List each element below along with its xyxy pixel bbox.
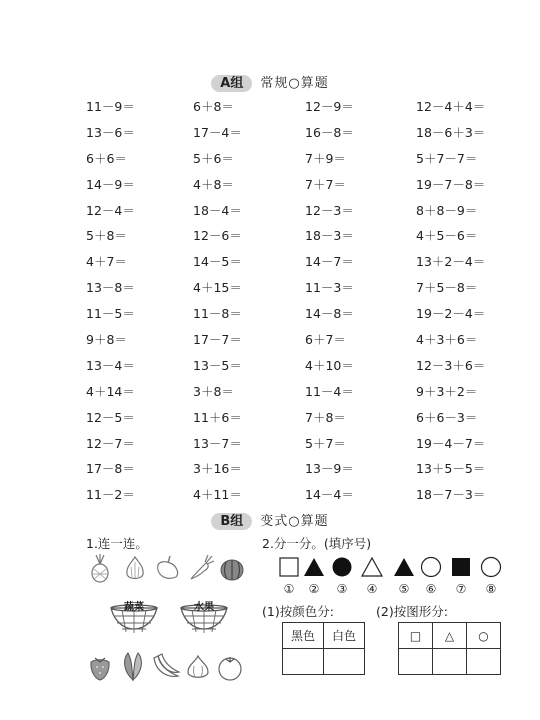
arithmetic-problem: 12－9＝ [305, 98, 354, 114]
arithmetic-problem: 13－5＝ [193, 357, 242, 373]
shape-number-5: ⑤ [398, 582, 410, 596]
arithmetic-problem: 5＋7－7＝ [416, 150, 478, 166]
arithmetic-problem: 4＋14＝ [86, 383, 135, 399]
white-circle-shape [420, 556, 442, 578]
shape-sort-table [398, 622, 501, 675]
arithmetic-problem: 14－7＝ [305, 254, 354, 270]
banana-icon [150, 650, 182, 682]
bok-choy-icon [118, 650, 148, 682]
arithmetic-problem: 12－3＋6＝ [416, 357, 486, 373]
arithmetic-problem: 16－8＝ [305, 124, 354, 140]
arithmetic-problem: 12－4＝ [86, 202, 135, 218]
arithmetic-problem: 17－4＝ [193, 124, 242, 140]
black-triangle-shape-2 [392, 556, 416, 578]
arithmetic-problem: 13－9＝ [305, 461, 354, 477]
arithmetic-problem: 8＋8－9＝ [416, 202, 478, 218]
color-sort-table [282, 622, 365, 675]
arithmetic-problem: 4＋15＝ [193, 280, 242, 296]
garlic-icon [122, 553, 148, 583]
shape-number-2: ② [308, 582, 320, 596]
shape-header-triangle: △ [433, 623, 467, 649]
arithmetic-problem: 4＋3＋6＝ [416, 331, 478, 347]
arithmetic-problem: 19－7－8＝ [416, 176, 486, 192]
arithmetic-problem: 7＋5－8＝ [416, 280, 478, 296]
problem-row [86, 430, 526, 456]
arithmetic-problem: 9＋8＝ [86, 331, 127, 347]
shape-number-4: ④ [366, 582, 378, 596]
shape-answer-triangle[interactable] [433, 649, 467, 675]
arithmetic-problem: 6＋8＝ [193, 98, 234, 114]
arithmetic-problem: 13＋5－5＝ [416, 461, 486, 477]
problem-row [86, 171, 526, 197]
arithmetic-problem: 6＋6＝ [86, 150, 127, 166]
strawberry-icon [86, 652, 114, 682]
white-triangle-shape [360, 556, 384, 578]
fruit-basket-label: 水果 [194, 602, 214, 613]
problem-row [86, 300, 526, 326]
pineapple-icon [86, 553, 114, 583]
shape-answer-circle[interactable] [467, 649, 501, 675]
by-shape-label: (2)按图形分: [376, 604, 448, 619]
pepper-icon [152, 553, 182, 583]
arithmetic-problem: 13＋2－4＝ [416, 254, 486, 270]
onion-icon [184, 652, 212, 682]
white-square-shape [278, 556, 300, 578]
section-a-header [0, 72, 540, 92]
arithmetic-problem: 12－5＝ [86, 409, 135, 425]
arithmetic-problem: 5＋7＝ [305, 435, 346, 451]
arithmetic-problem: 13－8＝ [86, 280, 135, 296]
arithmetic-problem: 18－6＋3＝ [416, 124, 486, 140]
arithmetic-problem: 17－7＝ [193, 331, 242, 347]
arithmetic-problem: 19－4－7＝ [416, 435, 486, 451]
arithmetic-problem: 11－8＝ [193, 306, 242, 322]
color-answer-black[interactable] [283, 649, 324, 675]
arithmetic-problem: 14－9＝ [86, 176, 135, 192]
problem-row [86, 93, 526, 119]
problem-row [86, 145, 526, 171]
tomato-icon [216, 652, 244, 682]
arithmetic-problem: 6＋6－3＝ [416, 409, 478, 425]
arithmetic-problem: 19－2－4＝ [416, 306, 486, 322]
shape-number-3: ③ [336, 582, 348, 596]
arithmetic-problem: 18－3＝ [305, 228, 354, 244]
arithmetic-problem: 14－5＝ [193, 254, 242, 270]
question-2-label: 2.分一分。(填序号) [262, 536, 372, 551]
arithmetic-problem: 18－7－3＝ [416, 487, 486, 503]
shape-number-8: ⑧ [485, 582, 497, 596]
problem-row [86, 326, 526, 352]
by-color-label: (1)按颜色分: [262, 604, 334, 619]
problem-row [86, 404, 526, 430]
problem-row [86, 378, 526, 404]
arithmetic-problem: 6＋7＝ [305, 331, 346, 347]
shape-number-6: ⑥ [425, 582, 437, 596]
section-a-badge: A组 [211, 75, 252, 92]
arithmetic-problem: 13－6＝ [86, 124, 135, 140]
color-answer-white[interactable] [324, 649, 365, 675]
arithmetic-problem: 11－3＝ [305, 280, 354, 296]
color-header-white: 白色 [324, 623, 365, 649]
problem-row [86, 274, 526, 300]
problem-row [86, 197, 526, 223]
question-1-label: 1.连一连。 [86, 536, 148, 551]
arithmetic-problem: 12－3＝ [305, 202, 354, 218]
shape-number-7: ⑦ [455, 582, 467, 596]
arithmetic-problem: 11＋6＝ [193, 409, 242, 425]
problem-row [86, 481, 526, 507]
shape-header-square: □ [399, 623, 433, 649]
arithmetic-problem: 12－4＋4＝ [416, 98, 486, 114]
arithmetic-problem: 4＋10＝ [305, 357, 354, 373]
arithmetic-problem: 7＋7＝ [305, 176, 346, 192]
arithmetic-problem: 18－4＝ [193, 202, 242, 218]
arithmetic-problem: 4＋11＝ [193, 487, 242, 503]
problem-row [86, 222, 526, 248]
arithmetic-problem: 3＋8＝ [193, 383, 234, 399]
arithmetic-problem: 17－8＝ [86, 461, 135, 477]
arithmetic-problem: 11－2＝ [86, 487, 135, 503]
arithmetic-problem: 5＋8＝ [86, 228, 127, 244]
arithmetic-problem: 13－7＝ [193, 435, 242, 451]
problem-row [86, 455, 526, 481]
arithmetic-problem: 11－4＝ [305, 383, 354, 399]
radish-icon [186, 553, 216, 583]
arithmetic-problem: 11－9＝ [86, 98, 135, 114]
arithmetic-problem: 11－5＝ [86, 306, 135, 322]
section-b-header [0, 510, 540, 530]
black-triangle-shape [302, 556, 326, 578]
black-square-shape [450, 556, 472, 578]
problem-row [86, 352, 526, 378]
black-circle-shape [331, 556, 353, 578]
arithmetic-problem: 7＋9＝ [305, 150, 346, 166]
color-header-black: 黑色 [283, 623, 324, 649]
section-a-title: 常规○算题 [260, 76, 329, 91]
arithmetic-problem: 13－4＝ [86, 357, 135, 373]
watermelon-icon [218, 553, 246, 583]
shape-header-circle: ○ [467, 623, 501, 649]
problem-row [86, 248, 526, 274]
problem-row [86, 119, 526, 145]
arithmetic-problem: 7＋8＝ [305, 409, 346, 425]
arithmetic-problem: 4＋8＝ [193, 176, 234, 192]
arithmetic-problem: 4＋5－6＝ [416, 228, 478, 244]
arithmetic-problem: 5＋6＝ [193, 150, 234, 166]
shape-answer-square[interactable] [399, 649, 433, 675]
arithmetic-problem: 12－6＝ [193, 228, 242, 244]
white-circle-shape-2 [480, 556, 502, 578]
shape-number-1: ① [283, 582, 295, 596]
arithmetic-problem: 9＋3＋2＝ [416, 383, 478, 399]
arithmetic-problem: 12－7＝ [86, 435, 135, 451]
section-b-badge: B组 [211, 513, 252, 530]
arithmetic-problem: 4＋7＝ [86, 254, 127, 270]
arithmetic-grid [86, 93, 526, 507]
vegetable-basket-label: 蔬菜 [124, 602, 144, 613]
arithmetic-problem: 3＋16＝ [193, 461, 242, 477]
arithmetic-problem: 14－4＝ [305, 487, 354, 503]
section-b-title: 变式○算题 [260, 514, 329, 529]
arithmetic-problem: 14－8＝ [305, 306, 354, 322]
